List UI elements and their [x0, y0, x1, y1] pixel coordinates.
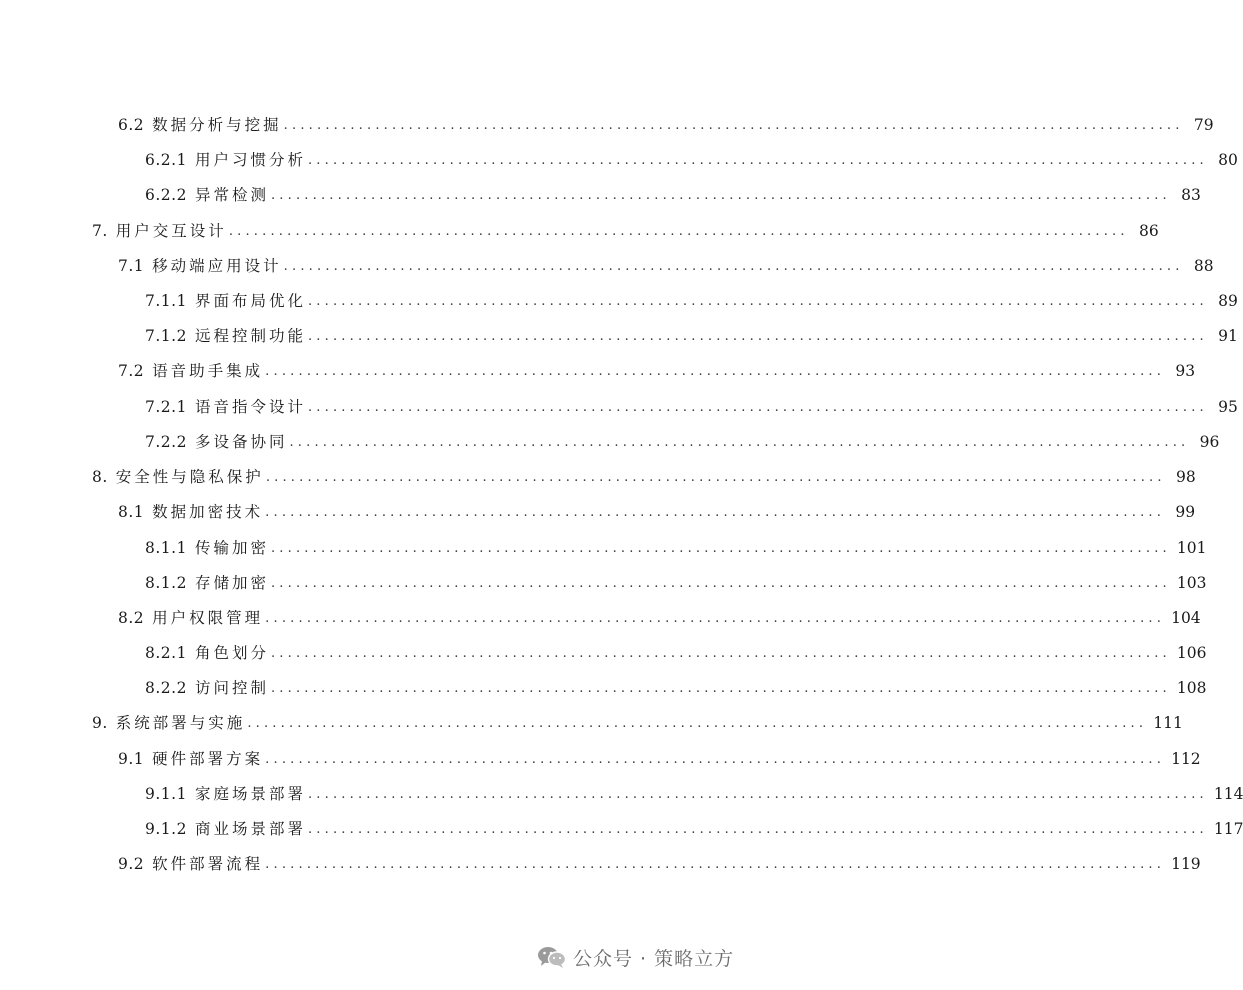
toc-entry-8-1-2[interactable]	[145, 571, 1207, 595]
dot-leader: ............................................................................................................	[265, 857, 1166, 872]
dot-leader: ............................................................................................................	[307, 822, 1208, 837]
dot-leader: ............................................................................................................	[270, 681, 1171, 696]
dot-leader: ............................................................................................................	[265, 611, 1166, 626]
toc-entry-8-2-1[interactable]	[145, 641, 1207, 665]
dot-leader: ............................................................................................................	[270, 188, 1171, 203]
dot-leader: ............................................................................................................	[307, 400, 1208, 415]
watermark	[537, 940, 734, 974]
dot-leader: ............................................................................................................	[228, 224, 1129, 239]
toc-number: 9.2	[118, 855, 145, 873]
toc-entry-8-2-2[interactable]	[145, 676, 1207, 700]
toc-number: 9.	[92, 714, 108, 732]
toc-number: 9.1.1	[145, 785, 187, 803]
toc-page: 101	[1176, 539, 1207, 557]
toc-entry-8-2[interactable]	[118, 606, 1201, 630]
toc-number: 8.2.1	[145, 644, 187, 662]
toc-page: 98	[1175, 468, 1196, 486]
toc-number: 6.2	[118, 116, 145, 134]
toc-entry-8-1[interactable]	[118, 500, 1196, 524]
toc-title: 用户交互设计	[115, 222, 227, 240]
dot-leader: ............................................................................................................	[270, 646, 1171, 661]
toc-title: 存储加密	[194, 574, 269, 592]
toc-entry-6-2-2[interactable]	[145, 183, 1201, 207]
toc-title: 数据加密技术	[152, 503, 264, 521]
wechat-icon	[537, 945, 567, 969]
dot-leader: ............................................................................................................	[265, 364, 1166, 379]
toc-number: 6.2.2	[145, 186, 187, 204]
dot-leader: ............................................................................................................	[289, 435, 1190, 450]
toc-page: 103	[1176, 574, 1207, 592]
toc-page: 114	[1213, 785, 1243, 803]
toc-page: 112	[1171, 750, 1201, 768]
toc-page: 93	[1175, 362, 1196, 380]
toc-number: 7.2.2	[145, 433, 187, 451]
toc-page: 96	[1199, 433, 1220, 451]
toc-page: 108	[1176, 679, 1207, 697]
toc-number: 7.1	[118, 257, 145, 275]
toc-number: 7.1.1	[145, 292, 187, 310]
dot-leader: ............................................................................................................	[270, 576, 1171, 591]
dot-leader: ............................................................................................................	[247, 716, 1148, 731]
toc-number: 6.2.1	[145, 151, 187, 169]
dot-leader: ............................................................................................................	[307, 153, 1208, 168]
dot-leader: ............................................................................................................	[265, 752, 1166, 767]
toc-title: 硬件部署方案	[152, 750, 264, 768]
toc-title: 移动端应用设计	[152, 257, 282, 275]
toc-entry-9[interactable]	[92, 711, 1183, 735]
toc-number: 7.1.2	[145, 327, 187, 345]
toc-page: 104	[1171, 609, 1201, 627]
toc-title: 多设备协同	[194, 433, 288, 451]
toc-page: 88	[1193, 257, 1214, 275]
watermark-text: 公众号 · 策略立方	[573, 947, 735, 970]
dot-leader: ............................................................................................................	[307, 787, 1208, 802]
dot-leader: ............................................................................................................	[265, 470, 1166, 485]
toc-entry-9-2[interactable]	[118, 852, 1201, 876]
toc-number: 8.1	[118, 503, 145, 521]
toc-number: 9.1.2	[145, 820, 187, 838]
toc-number: 8.1.2	[145, 574, 187, 592]
toc-title: 用户习惯分析	[194, 151, 306, 169]
toc-number: 7.2	[118, 362, 145, 380]
dot-leader: ............................................................................................................	[283, 118, 1184, 133]
dot-leader: ............................................................................................................	[283, 259, 1184, 274]
toc-entry-7[interactable]	[92, 219, 1159, 243]
toc-title: 家庭场景部署	[194, 785, 306, 803]
toc-entry-7-2-1[interactable]	[145, 395, 1238, 419]
toc-title: 角色划分	[194, 644, 269, 662]
toc-page: 89	[1218, 292, 1238, 310]
toc-title: 商业场景部署	[194, 820, 306, 838]
toc-entry-7-1-1[interactable]	[145, 289, 1238, 313]
toc-page: 95	[1218, 398, 1238, 416]
toc-page: 91	[1218, 327, 1238, 345]
toc-page: 86	[1138, 222, 1159, 240]
dot-leader: ............................................................................................................	[265, 505, 1166, 520]
toc-page: 79	[1193, 116, 1214, 134]
toc-title: 语音助手集成	[152, 362, 264, 380]
toc-entry-9-1-2[interactable]	[145, 817, 1243, 841]
toc-page: 106	[1176, 644, 1207, 662]
toc-number: 8.2.2	[145, 679, 187, 697]
toc-title: 软件部署流程	[152, 855, 264, 873]
toc-page: 83	[1181, 186, 1201, 204]
dot-leader: ............................................................................................................	[307, 294, 1208, 309]
toc-title: 用户权限管理	[152, 609, 264, 627]
toc-title: 传输加密	[194, 539, 269, 557]
toc-number: 8.2	[118, 609, 145, 627]
dot-leader: ............................................................................................................	[270, 541, 1171, 556]
toc-number: 7.	[92, 222, 108, 240]
toc-entry-8[interactable]	[92, 465, 1196, 489]
toc-page: 111	[1153, 714, 1183, 732]
toc-title: 界面布局优化	[194, 292, 306, 310]
toc-page: 117	[1213, 820, 1243, 838]
toc-title: 安全性与隐私保护	[115, 468, 264, 486]
toc-entry-6-2-1[interactable]	[145, 148, 1238, 172]
toc-page: 119	[1171, 855, 1201, 873]
toc-title: 语音指令设计	[194, 398, 306, 416]
toc-entry-7-2[interactable]	[118, 359, 1196, 383]
toc-number: 8.	[92, 468, 108, 486]
toc-page: 80	[1218, 151, 1238, 169]
toc-title: 远程控制功能	[194, 327, 306, 345]
toc-title: 数据分析与挖掘	[152, 116, 282, 134]
toc-number: 7.2.1	[145, 398, 187, 416]
toc-entry-6-2[interactable]	[118, 113, 1214, 137]
toc-number: 9.1	[118, 750, 145, 768]
toc-title: 访问控制	[194, 679, 269, 697]
toc-entry-7-1-2[interactable]	[145, 324, 1238, 348]
dot-leader: ............................................................................................................	[307, 329, 1208, 344]
toc-title: 异常检测	[194, 186, 269, 204]
toc-entry-7-2-2[interactable]	[145, 430, 1220, 454]
toc-entry-7-1[interactable]	[118, 254, 1214, 278]
toc-entry-8-1-1[interactable]	[145, 536, 1207, 560]
toc-number: 8.1.1	[145, 539, 187, 557]
toc-page: 99	[1175, 503, 1196, 521]
toc-entry-9-1-1[interactable]	[145, 782, 1243, 806]
toc-entry-9-1[interactable]	[118, 747, 1201, 771]
toc-title: 系统部署与实施	[115, 714, 246, 732]
